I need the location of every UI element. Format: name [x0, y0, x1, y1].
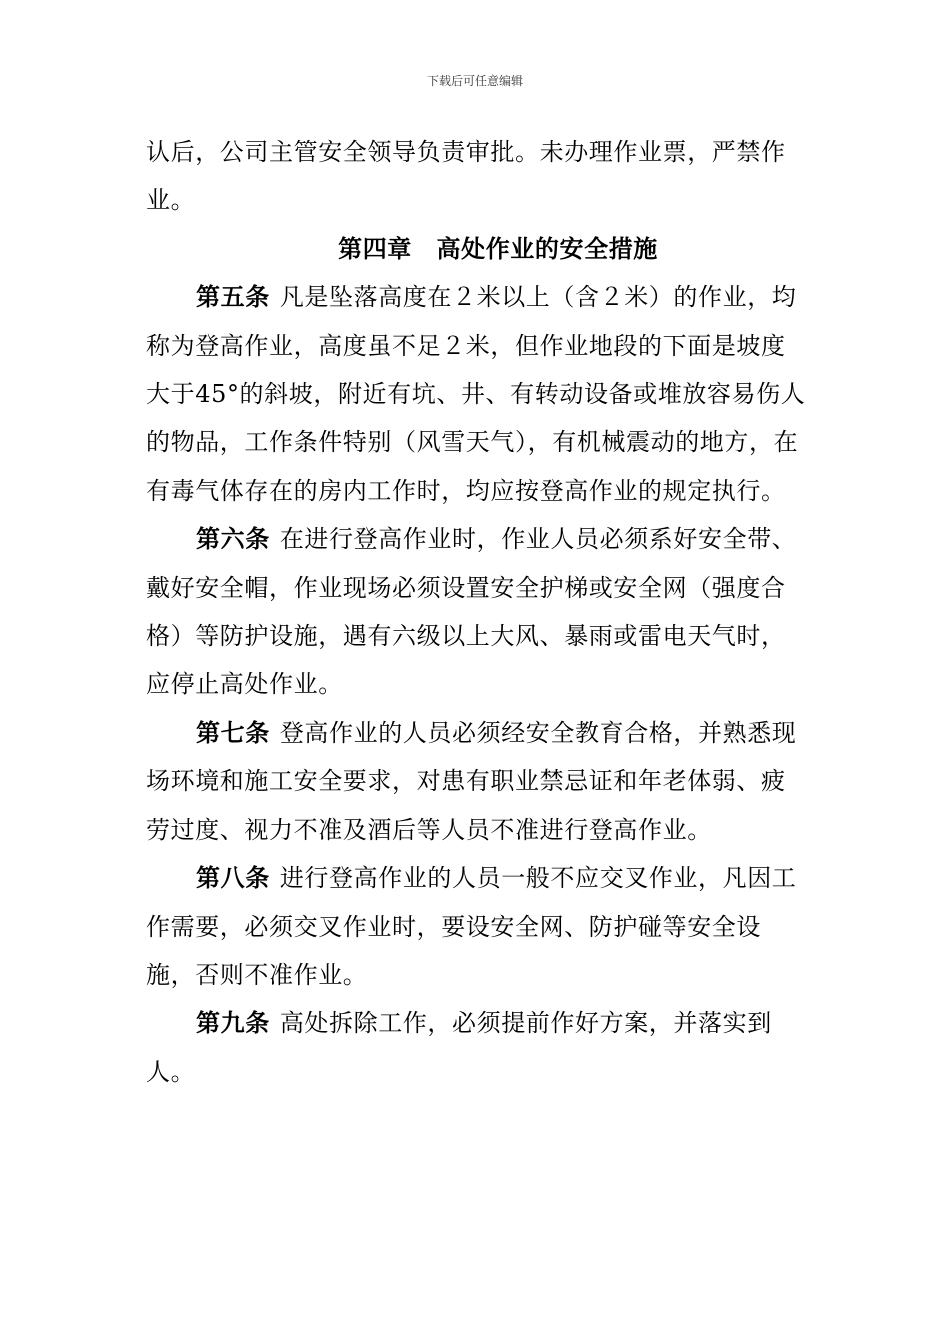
chapter-title: 第四章 高处作业的安全措施 — [338, 234, 658, 263]
continuation-paragraph: 认后，公司主管安全领导负责审批。未办理作业票，严禁作业。 — [146, 138, 786, 215]
article-text: 在进行登高作业时，作业人员必须系好安全带、戴好安全帽，作业现场必须设置安全护梯或安全网（强度合格）等防护设施，遇有六级以上大风、暴雨或雷电天气时，应停止高处作业。 — [146, 525, 797, 699]
article-7 — [146, 709, 806, 854]
article-label: 第九条 — [196, 1009, 270, 1038]
article-text: 进行登高作业的人员一般不应交叉作业，凡因工作需要，必须交叉作业时，要设安全网、防护碰等安全设施，否则不准作业。 — [146, 864, 797, 989]
article-6 — [146, 515, 806, 709]
article-label: 第六条 — [196, 525, 270, 554]
article-5 — [146, 273, 806, 515]
article-8 — [146, 854, 806, 999]
article-text: 高处拆除工作，必须提前作好方案，并落实到人。 — [146, 1009, 772, 1086]
document-body — [146, 128, 806, 1096]
article-label: 第五条 — [196, 283, 270, 312]
article-9 — [146, 999, 806, 1096]
article-label: 第八条 — [196, 864, 270, 893]
article-label: 第七条 — [196, 718, 270, 747]
page-header-note: 下载后可任意编辑 — [426, 74, 523, 88]
article-text: 凡是坠落高度在２米以上（含２米）的作业，均称为登高作业，高度虽不足２米，但作业地段的下面是坡度大于45°的斜坡，附近有坑、井、有转动设备或堆放容易伤人的物品，工作条件特别（风雪天气），有机械震动的地方，在有毒气体存在的房内工作时，均应按登高作业的规定执行。 — [146, 283, 806, 505]
article-text: 登高作业的人员必须经安全教育合格，并熟悉现场环境和施工安全要求，对患有职业禁忌证和年老体弱、疲劳过度、视力不准及酒后等人员不准进行登高作业。 — [146, 718, 797, 844]
